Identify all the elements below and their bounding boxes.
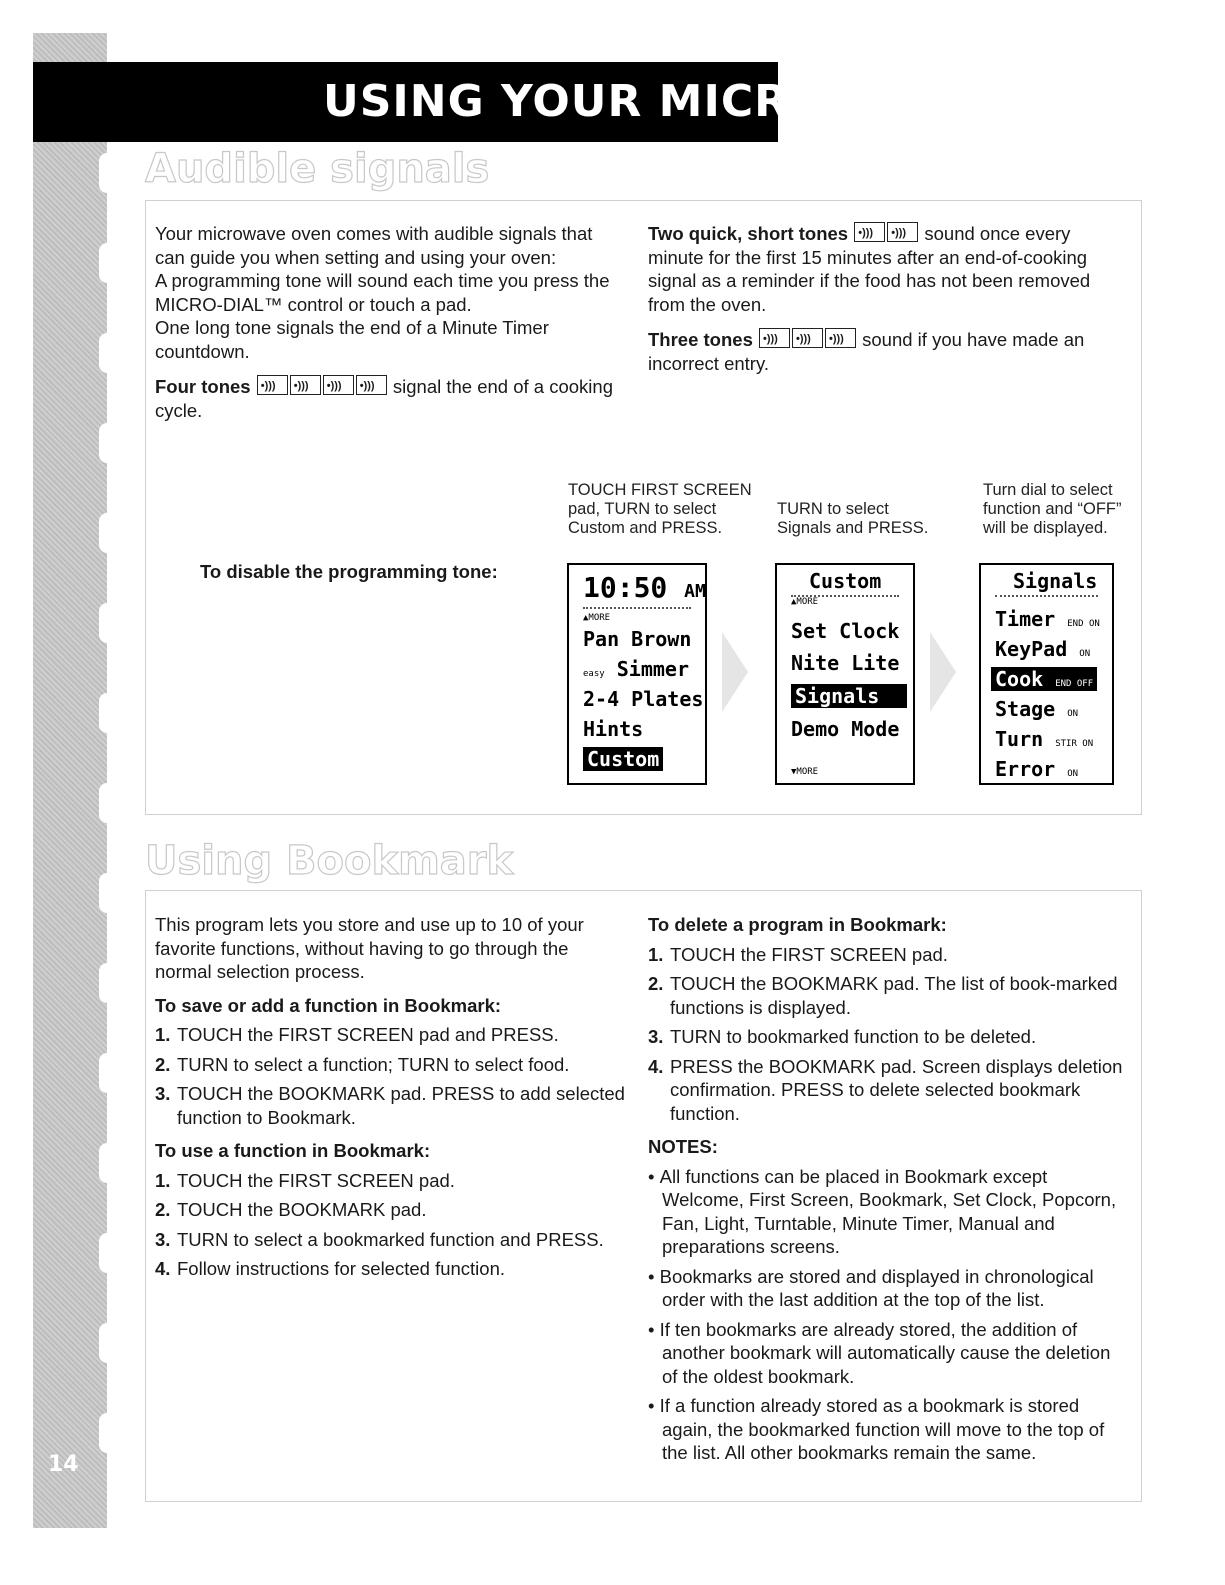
lcd-screen-first xyxy=(567,563,707,785)
screen2-item-nite-lite: Nite Lite xyxy=(791,651,900,675)
screen3-label-cook: Cook xyxy=(995,667,1044,691)
list-item xyxy=(648,1025,1126,1049)
screen1-selected-row xyxy=(583,747,663,771)
screen1-item-simmer: Simmer xyxy=(616,657,689,681)
step1-caption: TOUCH FIRST SCREEN pad, TURN to select Custom and PRESS. xyxy=(568,481,752,537)
save-heading: To save or add a function in Bookmark: xyxy=(155,994,502,1016)
step-text: TOUCH the FIRST SCREEN pad and PRESS. xyxy=(177,1024,559,1045)
screen3-row-cook xyxy=(991,667,1097,691)
page-title: USING YOUR MICROWAVE OVEN xyxy=(323,76,1131,127)
screen3-title: Signals xyxy=(1013,569,1098,593)
page-number: 14 xyxy=(48,1452,79,1477)
audible-right-column xyxy=(648,222,1128,375)
screen1-divider xyxy=(583,607,691,609)
step-number: 1. xyxy=(648,943,664,965)
screen1-item-simmer-row xyxy=(583,657,689,681)
section-title-using-bookmark: Using Bookmark xyxy=(145,838,514,884)
screen3-suffix-keypad: ON xyxy=(1079,649,1091,659)
side-decorative-strip xyxy=(33,33,107,1528)
audible-intro-3: One long tone signals the end of a Minute Timer countdown. xyxy=(155,317,549,362)
screen3-label-error: Error xyxy=(995,757,1056,781)
bookmark-left-column xyxy=(155,913,627,1287)
screen3-row-keypad xyxy=(995,637,1090,661)
tone-icon xyxy=(854,222,885,242)
list-item: • If ten bookmarks are already stored, the addition of another bookmark will automatically cause the deletion of the oldest bookmark. xyxy=(648,1318,1111,1387)
notes-heading: NOTES: xyxy=(648,1136,718,1157)
four-tones-text: signal the end of a cooking cycle. xyxy=(155,376,613,421)
step-number: 2. xyxy=(155,1053,171,1075)
note-text: If a function already stored as a bookmark is stored again, the bookmarked function will move to the top of the list. All other bookmarks remain the same. xyxy=(659,1395,1105,1463)
bookmark-right-column xyxy=(648,913,1126,1471)
three-tones-paragraph xyxy=(648,328,1128,375)
screen3-suffix-turn: STIR ON xyxy=(1055,739,1094,749)
screen3-selected-cook xyxy=(991,667,1097,691)
note-text: All functions can be placed in Bookmark except Welcome, First Screen, Bookmark, Set Clock, Popcorn, Fan, Light, Turntable, Minute Timer, Manual and preparations screens. xyxy=(659,1165,1117,1257)
tone-icon xyxy=(887,222,918,242)
step-number: 4. xyxy=(648,1055,664,1077)
screen3-suffix-error: ON xyxy=(1067,769,1079,779)
screen3-label-keypad: KeyPad xyxy=(995,637,1068,661)
two-tones-text: sound once every minute for the first 15 minutes after an end-of-cooking signal as a reminder if the food has not been removed from the oven. xyxy=(648,223,1091,315)
screen3-row-turn xyxy=(995,727,1093,751)
bookmark-intro: This program lets you store and use up to 10 of your favorite functions, without having to go through the normal selection process. xyxy=(155,914,584,982)
screen3-suffix-timer: END ON xyxy=(1067,619,1100,629)
tone-icon xyxy=(356,375,387,395)
screen2-selected-row xyxy=(791,684,907,708)
section-title-audible-signals: Audible signals xyxy=(145,146,490,192)
tone-icon xyxy=(323,375,354,395)
step-number: 3. xyxy=(155,1228,171,1250)
notes-list xyxy=(648,1165,1126,1465)
step-text: TOUCH the BOOKMARK pad. The list of book-marked functions is displayed. xyxy=(670,973,1118,1018)
two-tones-paragraph xyxy=(648,222,1128,316)
list-item: • If a function already stored as a bookmark is stored again, the bookmarked function will move to the top of the list. All other bookmarks remain the same. xyxy=(648,1395,1105,1463)
step-text: TOUCH the FIRST SCREEN pad. xyxy=(177,1169,455,1191)
step-number: 2. xyxy=(648,973,664,994)
list-item xyxy=(155,1169,627,1193)
use-steps-list xyxy=(155,1169,627,1281)
four-tones-paragraph xyxy=(155,375,625,422)
two-tones-label: Two quick, short tones xyxy=(648,223,849,244)
list-item xyxy=(155,1198,627,1222)
screen3-suffix-cook: END OFF xyxy=(1055,679,1094,689)
list-item xyxy=(155,1257,627,1281)
screen2-more-up: ▲MORE xyxy=(791,597,819,607)
lcd-screen-custom xyxy=(775,563,915,785)
step-text: Follow instructions for selected function. xyxy=(177,1258,506,1279)
step-number: 3. xyxy=(155,1083,171,1104)
screen1-item-pan-brown: Pan Brown xyxy=(583,627,692,651)
three-tones-label: Three tones xyxy=(648,329,753,350)
step-number: 1. xyxy=(155,1024,171,1045)
list-item xyxy=(648,972,1126,1019)
note-text: If ten bookmarks are already stored, the addition of another bookmark will automatically cause the deletion of the oldest bookmark. xyxy=(659,1318,1111,1387)
screen3-label-stage: Stage xyxy=(995,697,1056,721)
screen1-selected-custom: Custom xyxy=(583,747,663,771)
save-steps-list xyxy=(155,1023,627,1129)
list-item xyxy=(155,1228,627,1252)
screen2-title: Custom xyxy=(809,569,882,593)
list-item xyxy=(155,1053,627,1077)
lcd-screen-signals xyxy=(979,563,1114,785)
screen1-easy: easy xyxy=(583,669,605,679)
screen3-row-timer xyxy=(995,607,1100,631)
screen3-row-stage xyxy=(995,697,1078,721)
screen3-divider xyxy=(995,595,1098,597)
step2-caption: TURN to select Signals and PRESS. xyxy=(777,500,929,537)
screen3-row-error xyxy=(995,757,1078,781)
list-item xyxy=(155,1023,627,1047)
tone-icon xyxy=(759,328,790,348)
delete-heading: To delete a program in Bookmark: xyxy=(648,914,947,935)
list-item xyxy=(155,1082,627,1129)
tone-icon xyxy=(792,328,823,348)
four-tones-label: Four tones xyxy=(155,376,251,397)
screen2-selected-signals: Signals xyxy=(791,684,907,708)
screen3-label-timer: Timer xyxy=(995,607,1056,631)
step3-caption: Turn dial to select function and “OFF” will be displayed. xyxy=(983,481,1122,537)
step-number: 3. xyxy=(648,1026,664,1047)
audible-intro-2: A programming tone will sound each time you press the MICRO-DIAL™ control or touch a pad. xyxy=(155,270,610,315)
step-text: TOUCH the BOOKMARK pad. PRESS to add selected function to Bookmark. xyxy=(177,1083,625,1128)
arrow-right-icon xyxy=(930,632,956,712)
step-number: 2. xyxy=(155,1199,171,1220)
list-item: • Bookmarks are stored and displayed in chronological order with the last addition at the top of the list. xyxy=(648,1265,1094,1310)
screen1-item-plates: 2-4 Plates xyxy=(583,687,704,711)
screen3-suffix-stage: ON xyxy=(1067,709,1079,719)
tone-icon xyxy=(257,375,288,395)
screen1-item-hints: Hints xyxy=(583,717,644,741)
use-heading: To use a function in Bookmark: xyxy=(155,1140,431,1161)
screen2-item-set-clock: Set Clock xyxy=(791,619,900,643)
list-item: • All functions can be placed in Bookmark except Welcome, First Screen, Bookmark, Set Clock, Popcorn, Fan, Light, Turntable, Minute Timer, Manual and preparations screens. xyxy=(648,1165,1117,1257)
screen1-more: ▲MORE xyxy=(583,613,611,623)
list-item xyxy=(648,943,1126,967)
screen3-label-turn: Turn xyxy=(995,727,1044,751)
screen2-more-down: ▼MORE xyxy=(791,767,819,777)
screen1-time: 10:50 xyxy=(583,571,668,604)
delete-steps-list xyxy=(648,943,1126,1126)
screen1-time-row xyxy=(583,571,706,604)
note-text: Bookmarks are stored and displayed in chronological order with the last addition at the top of the list. xyxy=(659,1265,1094,1310)
tone-icon xyxy=(825,328,856,348)
three-tones-text: sound if you have made an incorrect entry. xyxy=(648,329,1085,374)
list-item xyxy=(648,1055,1126,1126)
step-text: TURN to bookmarked function to be deleted. xyxy=(670,1026,1037,1047)
step-text: TOUCH the BOOKMARK pad. xyxy=(177,1199,427,1220)
step-text: TURN to select a bookmarked function and PRESS. xyxy=(177,1228,604,1250)
step-number: 4. xyxy=(155,1258,171,1279)
audible-intro-1: Your microwave oven comes with audible signals that can guide you when setting and using your oven: xyxy=(155,223,593,268)
disable-tone-label: To disable the programming tone: xyxy=(200,561,498,582)
audible-left-column xyxy=(155,222,625,422)
step-text: PRESS the BOOKMARK pad. Screen displays deletion confirmation. PRESS to delete selected bookmark function. xyxy=(670,1055,1123,1124)
screen1-ampm: AM xyxy=(684,581,706,602)
step-number: 1. xyxy=(155,1169,171,1191)
step-text: TOUCH the FIRST SCREEN pad. xyxy=(670,943,948,965)
tone-icon xyxy=(290,375,321,395)
header-bar xyxy=(33,62,1131,142)
step-text: TURN to select a function; TURN to select food. xyxy=(177,1053,570,1075)
arrow-right-icon xyxy=(722,632,748,712)
screen2-item-demo-mode: Demo Mode xyxy=(791,717,900,741)
